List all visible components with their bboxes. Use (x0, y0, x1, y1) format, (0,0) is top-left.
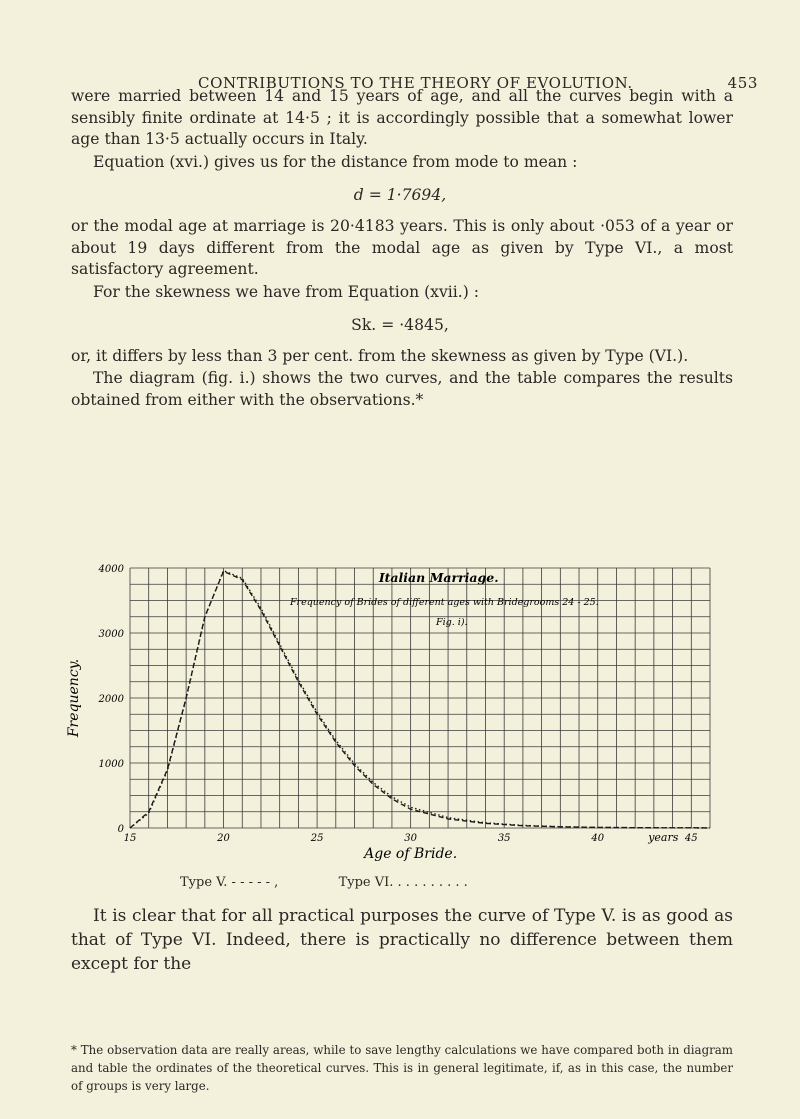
x-tick-label: 35 (497, 833, 511, 844)
figure-label: Fig. i). (436, 617, 468, 628)
chart-title: Italian Marriage. (378, 570, 499, 585)
y-tick-label: 1000 (98, 759, 124, 770)
chart-subtitle: Frequency of Brides of different ages with Bridegrooms 24 - 25. (289, 597, 599, 608)
chart-legend (180, 875, 468, 890)
x-axis-label: Age of Bride. (364, 846, 458, 862)
x-tick-label: 25 (310, 833, 324, 844)
paragraph-7: It is clear that for all practical purposes the curve of Type V. is as good as that of Type VI. Indeed, there is practically no difference between them except for the (71, 906, 733, 974)
equation-d: d = 1·7694, (353, 186, 447, 204)
page-number: 453 (727, 74, 758, 92)
series-line-type5 (130, 571, 710, 828)
footnote: * The observation data are really areas, while to save lengthy calculations we have compared both in diagram and table the ordinates of the theoretical curves. This is in general legitimate, if, as in this case, the number of groups is very large. (71, 1043, 733, 1093)
running-title: CONTRIBUTIONS TO THE THEORY OF EVOLUTION. (198, 74, 633, 92)
equation-sk: Sk. = ·4845, (351, 316, 449, 334)
paragraph-6: The diagram (fig. i.) shows the two curves, and the table compares the results obtained from either with the observations.* (71, 369, 733, 409)
paragraph-5: or, it differs by less than 3 per cent. from the skewness as given by Type (VI.). (71, 347, 689, 365)
legend-type5: Type V. - - - - - , (180, 875, 279, 890)
x-tick-label: 40 (591, 833, 605, 844)
paragraph-1: were married between 14 and 15 years of age, and all the curves begin with a sensibly finite ordinate at 14·5 ; it is accordingly possible that a somewhat lower age than 13·5 actually occurs in Italy. (71, 87, 733, 148)
y-tick-label: 4000 (98, 564, 124, 575)
legend-type6: Type VI. . . . . . . . . . (338, 875, 468, 890)
x-tick-label: 45 (684, 833, 698, 844)
x-tick-label: 20 (217, 833, 230, 844)
paragraph-4: For the skewness we have from Equation (xvii.) : (93, 283, 480, 301)
x-tick-label: 30 (404, 833, 418, 844)
x-tick-label: 15 (123, 833, 137, 844)
y-tick-label: 2000 (98, 694, 124, 705)
paragraph-2: Equation (xvi.) gives us for the distance from mode to mean : (93, 153, 578, 171)
paragraph-3: or the modal age at marriage is 20·4183 years. This is only about ·053 of a year or about 19 days different from the modal age as given by Type VI., a most satisfactory agreement. (71, 217, 733, 278)
x-unit-label: years (648, 831, 679, 844)
y-tick-label: 3000 (98, 629, 124, 640)
y-tick-label: 0 (117, 824, 124, 835)
series-line-type6 (130, 571, 710, 828)
y-axis-label: Frequency. (66, 658, 82, 738)
figure-chart (60, 558, 740, 870)
